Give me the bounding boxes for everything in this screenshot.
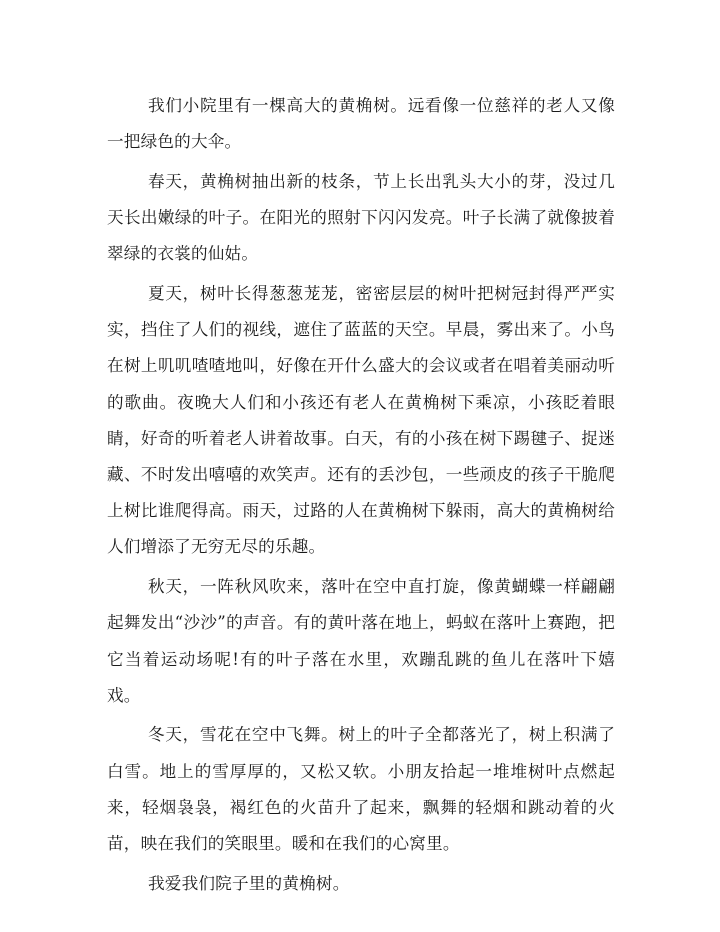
paragraph-conclusion: 我爱我们院子里的黄桷树。 [148, 873, 350, 893]
paragraph-spring: 春天，黄桷树抽出新的枝条，节上长出乳头大小的芽，没过几天长出嫩绿的叶子。在阳光的照射下闪闪发亮。叶子长满了就像披着翠绿的衣裳的仙姑。 [107, 171, 615, 264]
paragraph-winter: 冬天，雪花在空中飞舞。树上的叶子全都落光了，树上积满了白雪。地上的雪厚厚的，又松又软。小朋友拾起一堆堆树叶点燃起来，轻烟袅袅，褐红色的火苗升了起来，飘舞的轻烟和跳动着的火苗，映在我们的笑眼里。暖和在我们的心窝里。 [107, 725, 615, 854]
document-body [107, 88, 615, 905]
paragraph-autumn: 秋天，一阵秋风吹来，落叶在空中直打旋，像黄蝴蝶一样翩翩起舞发出“沙沙”的声音。有的黄叶落在地上，蚂蚁在落叶上赛跑，把它当着运动场呢!有的叶子落在水里，欢蹦乱跳的鱼儿在落叶下嬉戏。 [107, 577, 615, 705]
paragraph-summer: 夏天，树叶长得葱葱茏茏，密密层层的树叶把树冠封得严严实实，挡住了人们的视线，遮住了蓝蓝的天空。早晨，雾出来了。小鸟在树上叽叽喳喳地叫，好像在开什么盛大的会议或者在唱着美丽动听的歌曲。夜晚大人们和小孩还有老人在黄桷树下乘凉，小孩眨着眼睛，好奇的听着老人讲着故事。白天，有的小孩在树下踢毽子、捉迷藏、不时发出嘻嘻的欢笑声。还有的丢沙包，一些顽皮的孩子干脆爬上树比谁爬得高。雨天，过路的人在黄桷树下躲雨，高大的黄桷树给人们增添了无穷无尽的乐趣。 [107, 284, 615, 557]
paragraph-intro: 我们小院里有一棵高大的黄桷树。远看像一位慈祥的老人又像一把绿色的大伞。 [107, 96, 615, 152]
